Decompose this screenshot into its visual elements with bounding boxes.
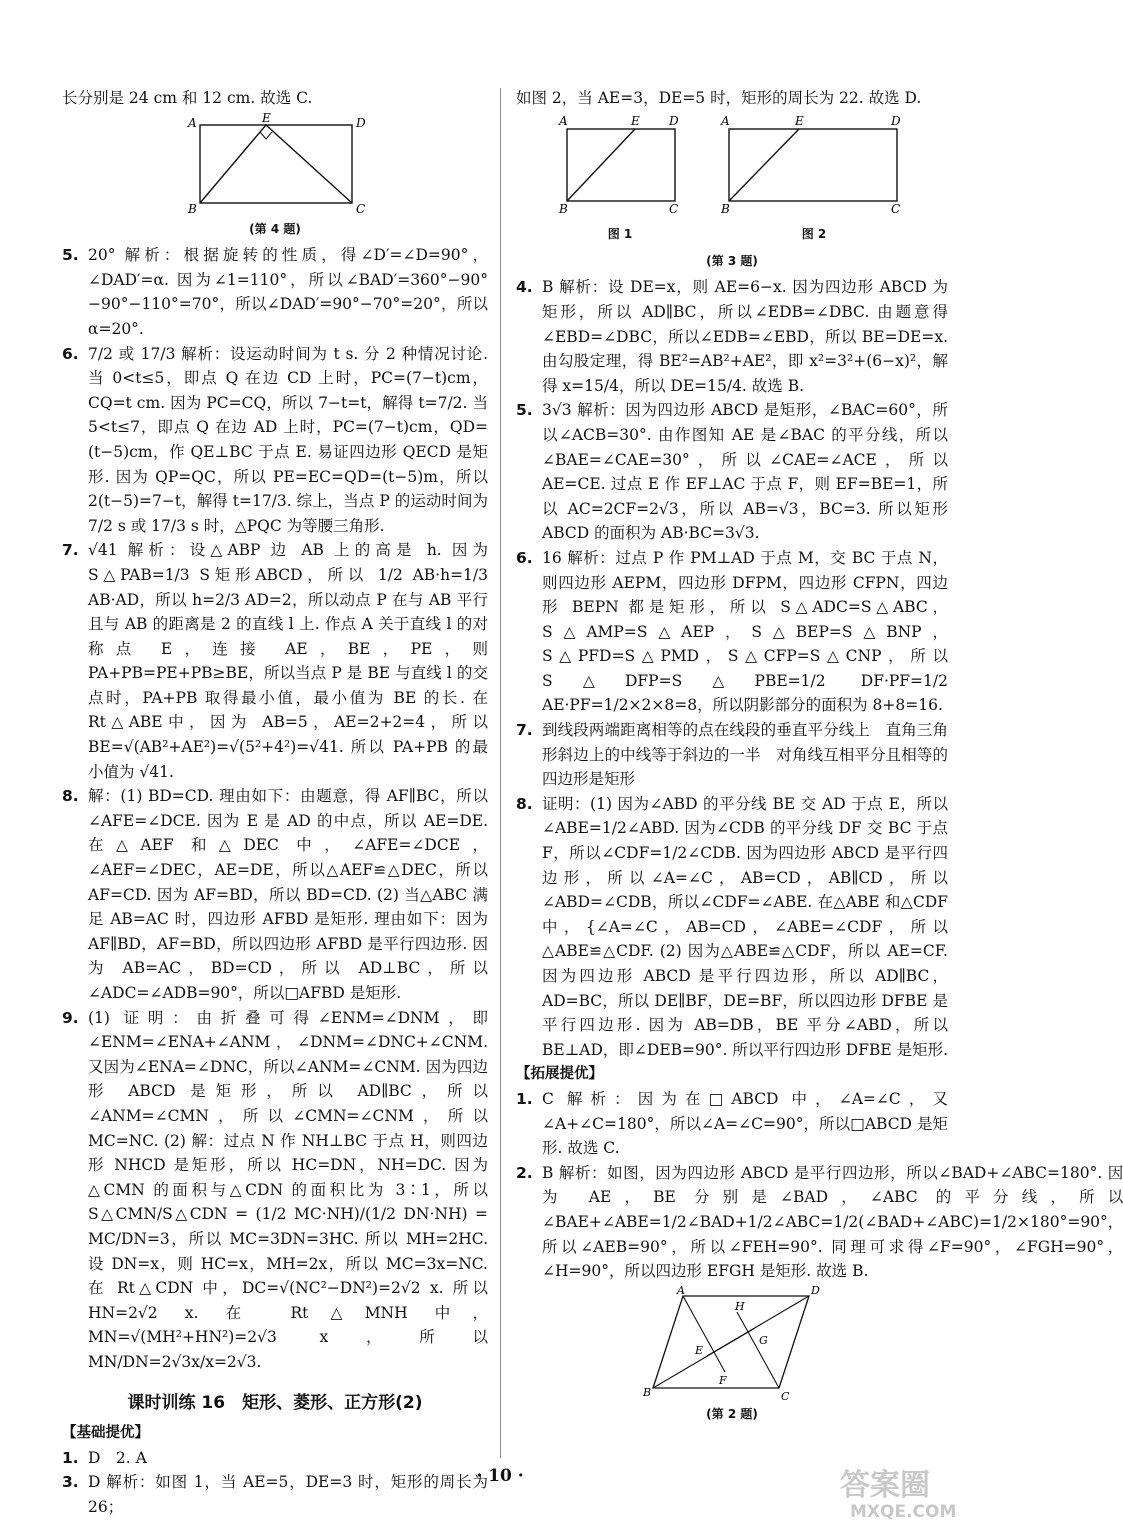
svg-text:A: A — [721, 113, 730, 128]
figure-q2 — [637, 1283, 827, 1403]
figure-1 — [555, 115, 685, 215]
svg-text:答案圈: 答案圈 — [840, 1468, 930, 1503]
svg-text:E: E — [262, 110, 271, 125]
watermark-logo — [830, 1463, 990, 1523]
question-answer-text: 7/2 或 17/3 解析：设运动时间为 t s. 分 2 种情况讨论. 当 0<t≤5，即点 Q 在边 CD 上时，PC=(7−t)cm，CQ=t cm. 因为 PC=CQ，所以 7−t=t，解得 t=7/2. 当 5<t≤7，即点 Q 在边 AD 上时，PC=(7−t)cm，QD=(t−5)cm，作 QE⊥BC 于点 E. 易证四边形 QECD 是矩形. 因为 QP=QC，所以 PE=EC=QD=(t−5)m，所以 2(t−5)=7−t，解得 t=17/3. 综上，当点 P 的运动时间为 7/2 s 或 17/3 s 时，△PQC 为等腰三角形. — [88, 344, 488, 535]
svg-text:C: C — [891, 201, 901, 216]
question-number: 5. — [62, 246, 79, 265]
question-item — [62, 538, 488, 784]
question-answer-text: 20° 解析：根据旋转的性质，得∠D′=∠D=90°，∠DAD′=α. 因为∠1=110°，所以∠BAD′=360°−90°−90°−110°=70°，所以∠DAD′=90°−70°=20°，所以 α=20°. — [88, 246, 488, 338]
figure-q3-caption: (第 3 题) — [706, 253, 758, 268]
figure-2 — [719, 115, 909, 215]
left-intro: 长分别是 24 cm 和 12 cm. 故选 C. — [62, 89, 313, 107]
question-number: 5. — [516, 401, 533, 420]
svg-text:H: H — [735, 1299, 745, 1313]
question-number: 4. — [516, 278, 533, 297]
svg-text:A: A — [677, 1283, 685, 1297]
figure-1-caption: 图 1 — [607, 227, 633, 242]
svg-text:E: E — [795, 113, 804, 128]
question-item — [516, 792, 948, 1063]
right-column — [516, 86, 1123, 1428]
question-number: 9. — [62, 1008, 79, 1027]
question-answer-text: D 2. A — [88, 1448, 147, 1467]
question-number: 8. — [62, 787, 79, 806]
svg-text:C: C — [356, 201, 366, 216]
svg-text:F: F — [719, 1373, 727, 1387]
question-answer-text: 证明：(1) 因为∠ABD 的平分线 BE 交 AD 于点 E，所以∠ABE=1/2∠ABD. 因为∠CDB 的平分线 DF 交 BC 于点 F，所以∠CDF=1/2∠CDB. 因为四边形 ABCD 是平行四边形，所以∠A=∠C，AB=CD，AB∥CD，所以∠ABD=∠CDB，所以∠CDF=∠ABE. 在△ABE 和△CDF 中，{∠A=∠C，AB=CD，∠ABE=∠CDF，所以△ABE≌△CDF. (2) 因为△ABE≌△CDF，所以 AE=CF. 因为四边形 ABCD 是平行四边形，所以 AD∥BC，AD=BC，所以 DE∥BF，DE=BF，所以四边形 DFBE 是平行四边形. 因为 AB=DB，BE 平分∠ABD，所以 BE⊥AD，即∠DEB=90°. 所以平行四边形 DFBE 是矩形. — [542, 794, 949, 1059]
question-answer-text: 3√3 解析：因为四边形 ABCD 是矩形，∠BAC=60°，所以∠ACB=30°. 由作图知 AE 是∠BAC 的平分线，所以∠BAE=∠CAE=30°，所以∠CAE=∠ACE，所以 AE=CE. 过点 E 作 EF⊥AC 于点 F，则 EF=BE=1，所以 AC=2CF=2√3，所以 AB=√3，BC=3. 所以矩形 ABCD 的面积为 AB·BC=3√3. — [542, 401, 948, 543]
svg-text:A: A — [188, 115, 197, 130]
svg-text:B: B — [188, 201, 197, 216]
svg-text:D: D — [891, 113, 901, 128]
figure-q3 — [516, 115, 948, 249]
right-intro: 如图 2，当 AE=3，DE=5 时，矩形的周长为 22. 故选 D. — [516, 89, 922, 107]
basic-header: 【基础提优】 — [62, 1425, 149, 1442]
svg-text:G: G — [759, 1333, 768, 1347]
svg-text:E: E — [695, 1343, 704, 1357]
question-answer-text: D 解析：如图 1，当 AE=5，DE=3 时，矩形的周长为 26； — [88, 1473, 488, 1516]
ext-items — [516, 1087, 1123, 1284]
question-item — [516, 398, 948, 546]
question-number: 1. — [62, 1448, 79, 1467]
section-title: 课时训练 16 矩形、菱形、正方形(2) — [127, 1392, 423, 1413]
question-item — [62, 1006, 488, 1375]
question-answer-text: B 解析：如图，因为四边形 ABCD 是平行四边形，所以∠BAD+∠ABC=180°. 因为 AE，BE 分别是∠BAD，∠ABC 的平分线，所以∠BAE+∠ABE=1/2∠BAD+1/2∠ABC=1/2(∠BAD+∠ABC)=1/2×180°=90°，所以∠AEB=90°，所以∠FEH=90°. 同理可求得∠F=90°，∠FGH=90°，∠H=90°，所以四边形 EFGH 是矩形. 故选 B. — [542, 1163, 1123, 1281]
question-answer-text: 解：(1) BD=CD. 理由如下：由题意，得 AF∥BC，所以∠AFE=∠DCE. 因为 E 是 AD 的中点，所以 AE=DE. 在△AEF 和△DEC 中，∠AFE=∠DCE，∠AEF=∠DEC，AE=DE，所以△AEF≌△DEC，所以 AF=CD. 因为 AF=BD，所以 BD=CD. (2) 当△ABC 满足 AB=AC 时，四边形 AFBD 是矩形. 理由如下：因为 AF∥BD，AF=BD，所以四边形 AFBD 是平行四边形. 因为 AB=AC，BD=CD，所以 AD⊥BC，所以∠ADC=∠ADB=90°，所以□AFBD 是矩形. — [88, 787, 488, 1002]
svg-text:B: B — [643, 1385, 652, 1399]
question-number: 6. — [516, 548, 533, 567]
svg-text:D: D — [356, 115, 366, 130]
question-answer-text: √41 解析：设△ABP 边 AB 上的高是 h. 因为 S△PAB=1/3 S矩形ABCD，所以 1/2 AB·h=1/3 AB·AD，所以 h=2/3 AD=2，所以动点 P 在与 AB 平行且与 AB 的距离是 2 的直线 l 上. 作点 A 关于直线 l 的对称点 E，连接 AE，BE，PE，则 PA+PB=PE+PB≥BE，所以当点 P 是 BE 与直线 l 的交点时，PA+PB 取得最小值，最小值为 BE 的长. 在 Rt△ABE中，因为 AB=5，AE=2+2=4，所以 BE=√(AB²+AE²)=√(5²+4²)=√41. 所以 PA+PB 的最小值为 √41. — [88, 541, 488, 781]
question-number: 2. — [516, 1163, 533, 1182]
figure-q4 — [180, 110, 370, 217]
svg-text:D: D — [669, 113, 679, 128]
right-items — [516, 275, 948, 1062]
question-number: 6. — [62, 344, 79, 363]
svg-text:C: C — [781, 1389, 790, 1403]
svg-text:C: C — [669, 201, 679, 216]
question-item — [62, 243, 488, 341]
figure-q2-caption: (第 2 题) — [706, 1406, 758, 1421]
column-divider — [500, 88, 501, 1458]
left-column — [62, 86, 488, 1519]
question-number: 7. — [62, 541, 79, 560]
ext-header: 【拓展提优】 — [516, 1066, 603, 1083]
left-items — [62, 243, 488, 1374]
svg-text:MXQE.COM: MXQE.COM — [850, 1502, 957, 1522]
figure-2-caption: 图 2 — [801, 227, 827, 242]
question-answer-text: 到线段两端距离相等的点在线段的垂直平分线上 直角三角形斜边上的中线等于斜边的一半 对角线互相平分且相等的四边形是矩形 — [542, 721, 948, 789]
question-number: 7. — [516, 721, 533, 740]
svg-text:E: E — [631, 113, 640, 128]
question-answer-text: 16 解析：过点 P 作 PM⊥AD 于点 M，交 BC 于点 N，则四边形 AEPM，四边形 DFPM，四边形 CFPN，四边形 BEPN 都是矩形，所以 S△ADC=S△ABC，S△AMP=S△AEP，S△BEP=S△BNP，S△PFD=S△PMD，S△CFP=S△CNP，所以 S△DFP=S△PBE=1/2 DF·PF=1/2 AE·PF=1/2×2×8=8，所以阴影部分的面积为 8+8=16. — [542, 548, 948, 715]
question-number: 1. — [516, 1089, 533, 1108]
page-number: · 10 · — [476, 1466, 524, 1486]
question-item — [62, 342, 488, 539]
question-number: 8. — [516, 794, 533, 813]
question-item — [516, 1161, 1123, 1284]
question-item — [516, 275, 948, 398]
question-number: 3. — [62, 1473, 79, 1492]
svg-text:D: D — [811, 1283, 820, 1297]
question-answer-text: C 解析：因为在□ABCD 中，∠A=∠C，又∠A+∠C=180°，所以∠A=∠C=90°，所以□ABCD 是矩形. 故选 C. — [542, 1089, 948, 1158]
figure-q4-caption: (第 4 题) — [249, 221, 301, 236]
question-item — [62, 784, 488, 1005]
svg-text:B: B — [559, 201, 568, 216]
question-item — [516, 1087, 948, 1161]
svg-text:B: B — [721, 201, 730, 216]
question-item — [516, 546, 948, 718]
question-item — [516, 718, 948, 792]
question-answer-text: (1) 证明：由折叠可得∠ENM=∠DNM，即∠ENM=∠ENA+∠ANM，∠DNM=∠DNC+∠CNM. 又因为∠ENA=∠DNC，所以∠ANM=∠CNM. 因为四边形 ABCD 是矩形，所以 AD∥BC，所以∠ANM=∠CMN，所以∠CMN=∠CNM，所以MC=NC. (2) 解：过点 N 作 NH⊥BC 于点 H，则四边形 NHCD 是矩形，所以 HC=DN，NH=DC. 因为△CMN 的面积与△CDN 的面积比为 3∶1，所以 S△CMN/S△CDN = (1/2 MC·NH)/(1/2 DN·NH) = MC/DN=3，所以 MC=3DN=3HC. 所以 MH=2HC. 设 DN=x，则 HC=x，MH=2x，所以 MC=3x=NC. 在 Rt△CDN 中，DC=√(NC²−DN²)=2√2 x. 所以 HN=2√2 x. 在 Rt△MNH 中，MN=√(MH²+HN²)=2√3 x，所以 MN/DN=2√3x/x=2√3. — [88, 1008, 488, 1371]
svg-text:A: A — [559, 113, 568, 128]
question-answer-text: B 解析：设 DE=x，则 AE=6−x. 因为四边形 ABCD 为矩形，所以 AD∥BC，所以∠EDB=∠DBC. 由题意得∠EBD=∠DBC，所以∠EDB=∠EBD，所以 BE=DE=x. 由勾股定理，得 BE²=AB²+AE²，即 x²=3²+(6−x)²，解得 x=15/4，所以 DE=15/4. 故选 B. — [542, 278, 948, 395]
